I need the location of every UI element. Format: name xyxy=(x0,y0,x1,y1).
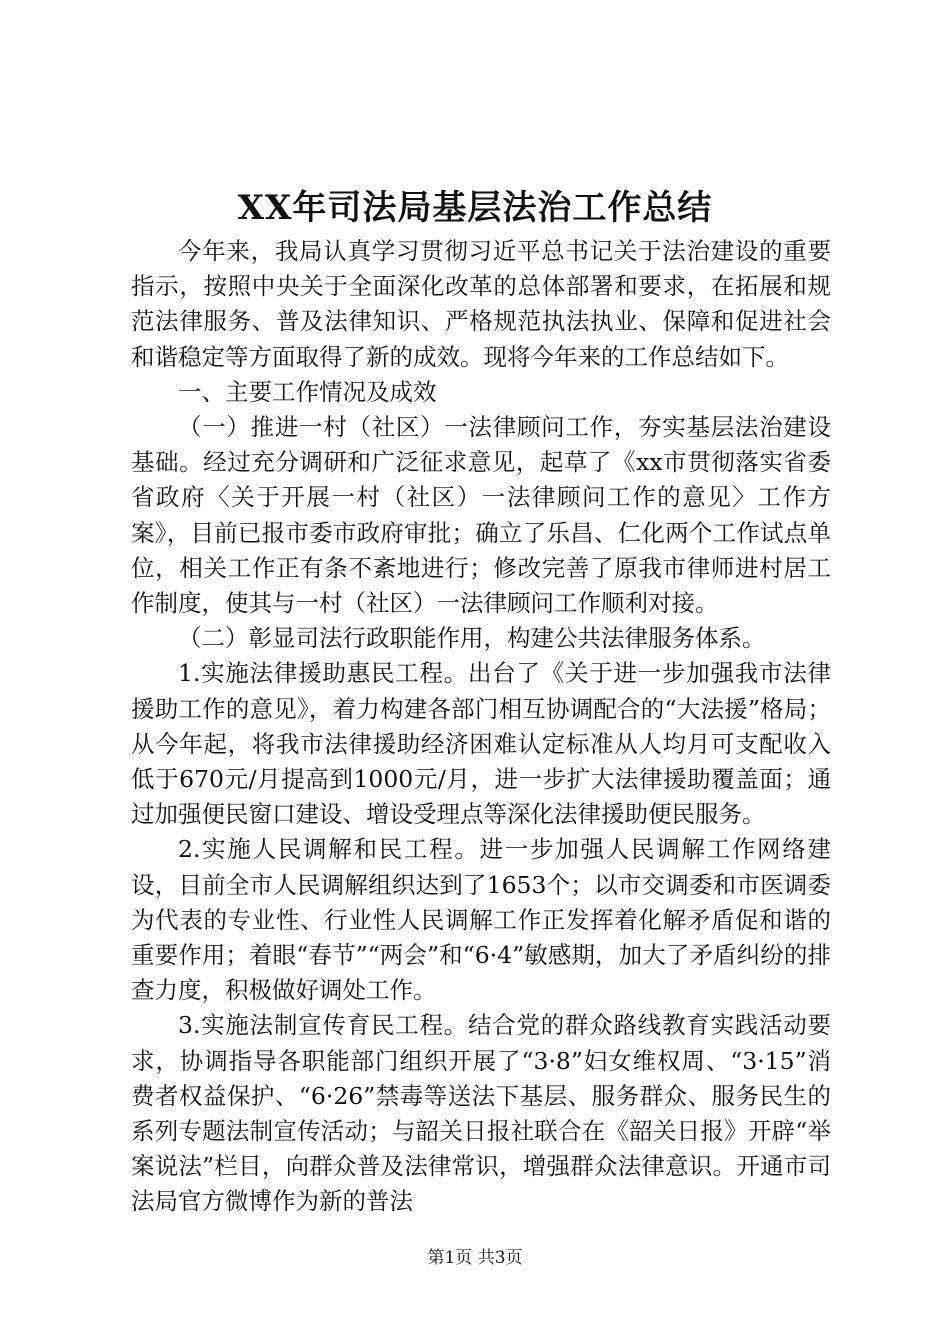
paragraph-legal-advisor: （一）推进一村（社区）一法律顾问工作，夯实基层法治建设基础。经过充分调研和广泛征求意见，起草了《xx市贯彻落实省委省政府〈关于开展一村（社区）一法律顾问工作的意见〉工作方案》，目前已报市委市政府审批；确立了乐昌、仁化两个工作试点单位，相关工作正有条不紊地进行；修改完善了原我市律师进村居工作制度，使其与一村（社区）一法律顾问工作顺利对接。 xyxy=(131,413,831,618)
section-heading-main-work: 一、主要工作情况及成效 xyxy=(178,377,437,406)
document-body xyxy=(131,234,831,1220)
intro-paragraph: 今年来，我局认真学习贯彻习近平总书记关于法治建设的重要指示，按照中央关于全面深化改革的总体部署和要求，在拓展和规范法律服务、普及法律知识、严格规范执法执业、保障和促进社会和谐稳定等方面取得了新的成效。现将今年来的工作总结如下。 xyxy=(131,237,831,371)
paragraph-legal-aid: 1.实施法律援助惠民工程。出台了《关于进一步加强我市法律援助工作的意见》，着力构建各部门相互协调配合的“大法援”格局；从今年起，将我市法律援助经济困难认定标准从人均月可支配收入低于670元/月提高到1000元/月，进一步扩大法律援助覆盖面；通过加强便民窗口建设、增设受理点等深化法律援助便民服务。 xyxy=(131,659,831,829)
page-number: 第1页 共3页 xyxy=(427,1248,523,1268)
document-title: XX年司法局基层法治工作总结 xyxy=(237,188,713,228)
paragraph-mediation: 2.实施人民调解和民工程。进一步加强人民调解工作网络建设，目前全市人民调解组织达到了1653个；以市交调委和市医调委为代表的专业性、行业性人民调解工作正发挥着化解矛盾促和谐的重要作用；着眼“春节”“两会”和“6·4”敏感期，加大了矛盾纠纷的排查力度，积极做好调处工作。 xyxy=(131,835,831,1005)
page-footer xyxy=(0,1247,950,1269)
subsection-heading-public-legal-service: （二）彰显司法行政职能作用，构建公共法律服务体系。 xyxy=(178,624,766,653)
paragraph-legal-publicity: 3.实施法制宣传育民工程。结合党的群众路线教育实践活动要求，协调指导各职能部门组织开展了“3·8”妇女维权周、“3·15”消费者权益保护、“6·26”禁毒等送法下基层、服务群众、服务民生的系列专题法制宣传活动；与韶关日报社联合在《韶关日报》开辟“举案说法”栏目，向群众普及法律常识，增强群众法律意识。开通市司法局官方微博作为新的普法 xyxy=(131,1011,831,1216)
